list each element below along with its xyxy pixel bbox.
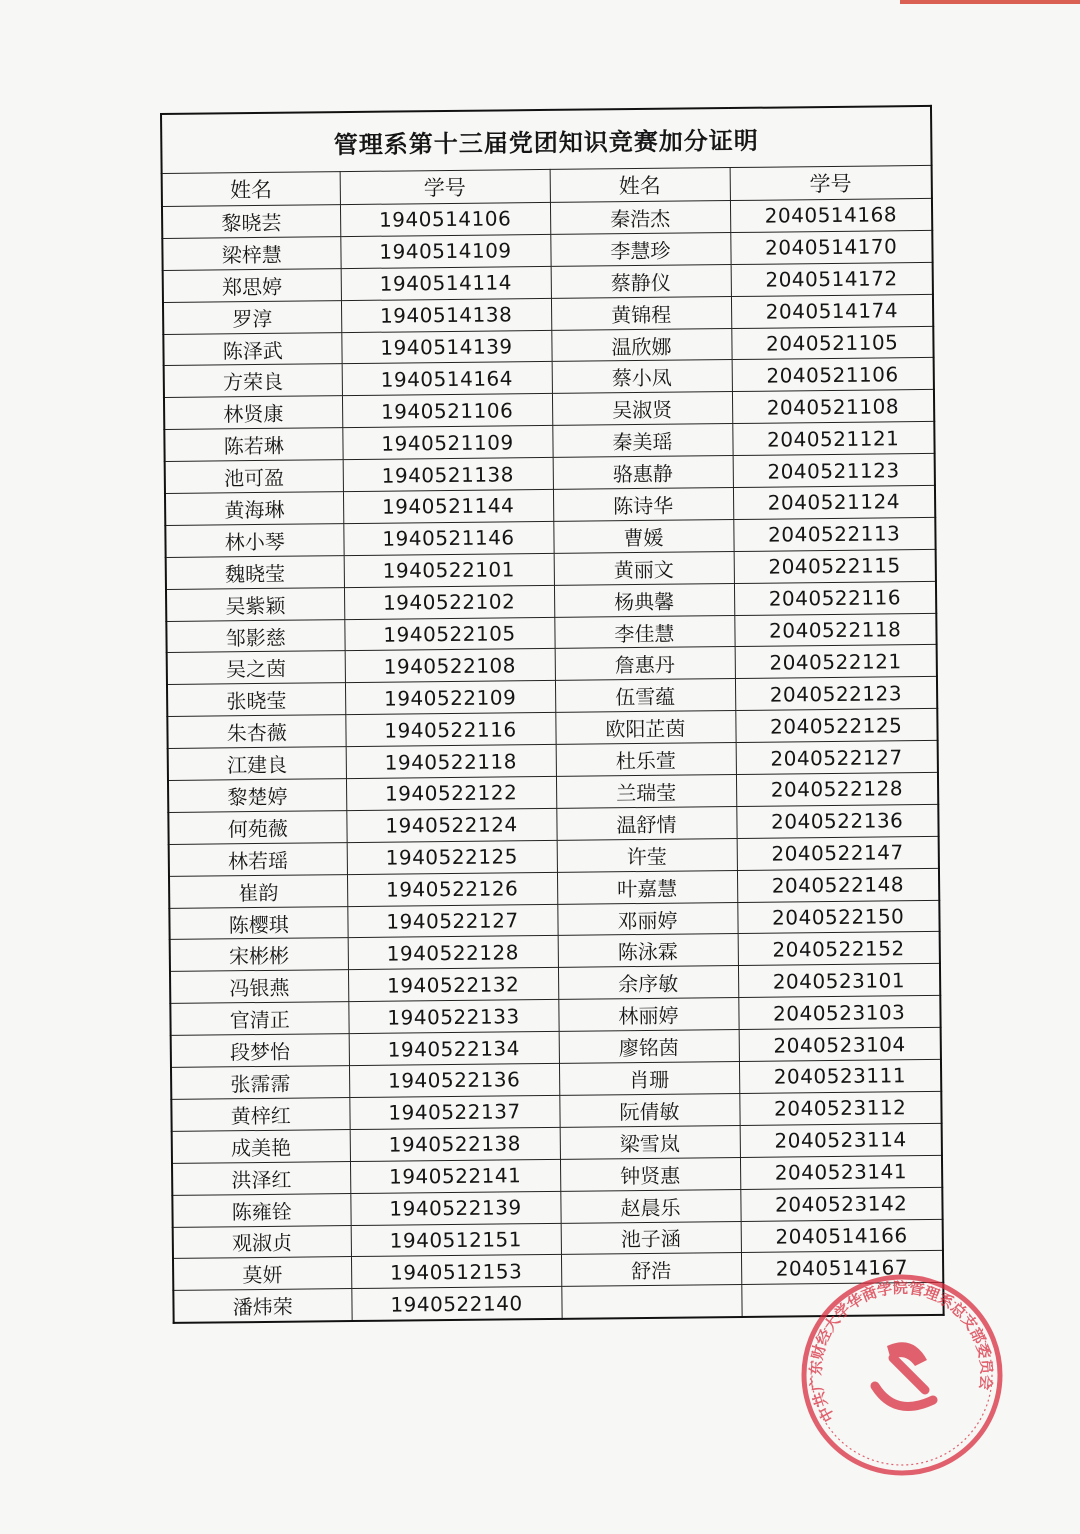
student-id-cell: 2040522125: [735, 709, 937, 743]
student-id-cell: 2040523114: [740, 1123, 942, 1157]
name-cell: 观淑贞: [173, 1225, 351, 1259]
student-id-cell: 1940522140: [351, 1287, 561, 1322]
student-id-cell: 2040522128: [736, 772, 938, 806]
name-cell: 洪泽红: [172, 1161, 350, 1195]
student-id-cell: 1940522118: [346, 745, 556, 779]
student-id-cell: 1940522136: [349, 1063, 559, 1097]
name-cell: 许莹: [557, 838, 737, 872]
name-cell: 叶嘉慧: [557, 870, 737, 904]
name-cell: [561, 1285, 741, 1319]
student-id-cell: 2040522152: [738, 932, 940, 966]
student-id-cell: 2040522113: [733, 517, 935, 551]
award-list-table: [160, 105, 945, 1324]
name-cell: 黄锦程: [551, 296, 731, 330]
student-id-cell: 2040514172: [731, 262, 933, 296]
student-id-cell: 1940522122: [346, 776, 556, 810]
name-cell: 黄梓红: [171, 1098, 349, 1132]
student-id-cell: 2040522118: [734, 613, 936, 647]
student-id-cell: 1940522109: [345, 681, 555, 715]
student-id-cell: 2040521121: [732, 422, 934, 456]
name-cell: 肖珊: [559, 1062, 739, 1096]
student-id-cell: 1940514138: [341, 298, 551, 332]
name-cell: 秦美瑶: [552, 424, 732, 458]
student-id-cell: 1940522105: [344, 617, 554, 651]
student-id-cell: 1940522133: [348, 1000, 558, 1034]
name-cell: 池子涵: [561, 1221, 741, 1255]
name-cell: 梁雪岚: [560, 1125, 740, 1159]
name-cell: 钟贤惠: [560, 1157, 740, 1191]
name-cell: 阮倩敏: [559, 1093, 739, 1127]
name-cell: 蔡小凤: [552, 360, 732, 394]
name-cell: 李慧珍: [550, 232, 730, 266]
student-id-cell: 1940512151: [351, 1223, 561, 1257]
student-id-cell: 1940521109: [342, 426, 552, 460]
student-id-cell: 1940522127: [347, 904, 557, 938]
student-id-cell: 1940522139: [350, 1191, 560, 1225]
student-id-cell: 2040514174: [731, 294, 933, 328]
name-cell: 杨典馨: [554, 583, 734, 617]
student-id-cell: 2040514168: [730, 198, 932, 232]
student-id-cell: 2040522150: [737, 900, 939, 934]
name-cell: 詹惠丹: [555, 647, 735, 681]
header-name-2: 姓名: [550, 168, 730, 203]
svg-text:中共广东财经大学华商学院管理系总支部委员会: 中共广东财经大学华商学院管理系总支部委员会: [806, 1278, 996, 1426]
name-cell: 黄丽文: [554, 551, 734, 585]
student-id-cell: 1940521106: [342, 394, 552, 428]
name-cell: 官清正: [170, 1002, 348, 1036]
student-id-cell: 1940521144: [343, 489, 553, 523]
party-emblem-seal-icon: [795, 1268, 1009, 1482]
student-id-cell: 2040523101: [738, 964, 940, 998]
name-cell: 张霈霈: [171, 1066, 349, 1100]
name-cell: 吴紫颖: [166, 587, 344, 621]
student-id-cell: 1940522125: [347, 840, 557, 874]
table-body: [162, 198, 944, 1323]
name-cell: 蔡静仪: [551, 264, 731, 298]
name-cell: 曹媛: [553, 519, 733, 553]
student-id-cell: 1940514109: [340, 234, 550, 268]
student-id-cell: 2040522136: [736, 804, 938, 838]
name-cell: 段梦怡: [171, 1034, 349, 1068]
name-cell: 吴之茵: [167, 651, 345, 685]
student-id-cell: 1940522101: [344, 553, 554, 587]
student-id-cell: 2040523142: [740, 1187, 942, 1221]
student-id-cell: 1940522116: [345, 713, 555, 747]
student-id-cell: 2040522116: [734, 581, 936, 615]
name-cell: 吴淑贤: [552, 392, 732, 426]
student-id-cell: 1940522132: [348, 968, 558, 1002]
student-id-cell: 2040521106: [732, 358, 934, 392]
student-id-cell: 2040521105: [731, 326, 933, 360]
name-cell: 伍雪蕴: [555, 679, 735, 713]
name-cell: 李佳慧: [554, 615, 734, 649]
student-id-cell: 1940522126: [347, 872, 557, 906]
name-cell: 宋彬彬: [170, 938, 348, 972]
student-id-cell: 2040523103: [738, 996, 940, 1030]
name-cell: 陈泳霖: [558, 934, 738, 968]
student-id-cell: 1940522128: [348, 936, 558, 970]
name-cell: 方荣良: [164, 364, 342, 398]
student-id-cell: 1940521146: [343, 521, 553, 555]
student-id-cell: 2040523104: [739, 1028, 941, 1062]
name-cell: 江建良: [168, 747, 346, 781]
student-id-cell: 2040521108: [732, 390, 934, 424]
name-cell: 成美艳: [172, 1129, 350, 1163]
student-id-cell: 1940522138: [350, 1127, 560, 1161]
name-cell: 兰瑞莹: [556, 775, 736, 809]
student-id-cell: 2040522115: [734, 549, 936, 583]
student-id-cell: 1940522141: [350, 1159, 560, 1193]
student-id-cell: 2040522147: [737, 836, 939, 870]
student-id-cell: 2040514167: [741, 1251, 943, 1285]
student-id-cell: 1940522134: [349, 1032, 559, 1066]
student-id-cell: 2040523111: [739, 1059, 941, 1093]
student-id-cell: 1940514106: [340, 202, 550, 236]
header-id-2: 学号: [730, 165, 932, 200]
student-id-cell: 1940514139: [341, 330, 551, 364]
name-cell: 崔韵: [169, 874, 347, 908]
name-cell: 陈若琳: [164, 428, 342, 462]
name-cell: 林小琴: [165, 524, 343, 558]
name-cell: 余序敏: [558, 966, 738, 1000]
name-cell: 林丽婷: [558, 998, 738, 1032]
header-id-1: 学号: [340, 169, 550, 204]
name-cell: 赵晨乐: [560, 1189, 740, 1223]
document-title: 管理系第十三届党团知识竞赛加分证明: [161, 106, 932, 174]
name-cell: 魏晓莹: [166, 555, 344, 589]
title-row: [161, 106, 932, 174]
name-cell: 舒浩: [561, 1253, 741, 1287]
student-id-cell: 1940522137: [349, 1095, 559, 1129]
student-id-cell: 1940514164: [342, 362, 552, 396]
student-id-cell: 2040523141: [740, 1155, 942, 1189]
name-cell: 潘炜荣: [173, 1289, 351, 1323]
name-cell: 林若瑶: [169, 842, 347, 876]
name-cell: 秦浩杰: [550, 201, 730, 235]
name-cell: 陈泽武: [163, 332, 341, 366]
name-cell: 陈樱琪: [169, 906, 347, 940]
student-id-cell: 2040521124: [733, 485, 935, 519]
name-cell: 梁梓慧: [162, 237, 340, 271]
name-cell: 张晓莹: [167, 683, 345, 717]
student-id-cell: 1940521138: [343, 458, 553, 492]
name-cell: 杜乐萱: [556, 743, 736, 777]
name-cell: 何苑薇: [168, 811, 346, 845]
name-cell: 莫妍: [173, 1257, 351, 1291]
student-id-cell: 2040522121: [735, 645, 937, 679]
student-id-cell: 1940522124: [346, 808, 556, 842]
student-id-cell: 1940512153: [351, 1255, 561, 1289]
document-sheet: [160, 105, 943, 1324]
header-name-1: 姓名: [162, 172, 340, 207]
student-id-cell: 2040514166: [741, 1219, 943, 1253]
name-cell: 黄海琳: [165, 492, 343, 526]
student-id-cell: 2040522127: [736, 741, 938, 775]
name-cell: 陈诗华: [553, 488, 733, 522]
name-cell: 邓丽婷: [557, 902, 737, 936]
name-cell: 欧阳芷茵: [555, 711, 735, 745]
name-cell: 冯银燕: [170, 970, 348, 1004]
name-cell: 陈雍铨: [172, 1193, 350, 1227]
student-id-cell: 1940522108: [345, 649, 555, 683]
name-cell: 邹影慈: [166, 619, 344, 653]
name-cell: 池可盈: [165, 460, 343, 494]
name-cell: 黎楚婷: [168, 779, 346, 813]
student-id-cell: 2040523112: [739, 1091, 941, 1125]
name-cell: 温舒情: [556, 806, 736, 840]
name-cell: 温欣娜: [551, 328, 731, 362]
top-edge-red-mark: [900, 0, 1080, 4]
student-id-cell: 2040521123: [733, 454, 935, 488]
name-cell: 骆惠静: [553, 456, 733, 490]
name-cell: 郑思婷: [163, 268, 341, 302]
name-cell: 黎晓芸: [162, 205, 340, 239]
name-cell: 罗淳: [163, 300, 341, 334]
name-cell: 林贤康: [164, 396, 342, 430]
name-cell: 朱杏薇: [167, 715, 345, 749]
student-id-cell: 2040514170: [730, 230, 932, 264]
student-id-cell: 1940514114: [341, 266, 551, 300]
name-cell: 廖铭茵: [559, 1030, 739, 1064]
student-id-cell: 2040522148: [737, 868, 939, 902]
student-id-cell: 2040522123: [735, 677, 937, 711]
student-id-cell: 1940522102: [344, 585, 554, 619]
